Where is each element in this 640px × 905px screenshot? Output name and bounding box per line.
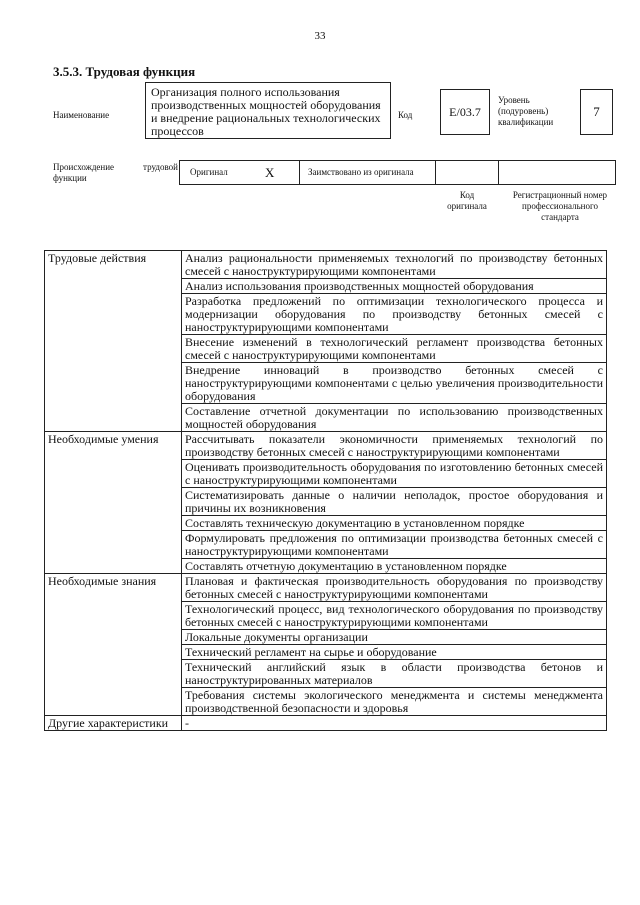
functions-table-body xyxy=(45,251,607,731)
origin-label: Происхождение трудовой функции xyxy=(53,162,178,183)
item-cell: Составление отчетной документации по использованию производственных мощностей оборудования xyxy=(182,404,607,432)
item-cell: Формулировать предложения по оптимизации производства бетонных смесей с наноструктурирующими компонентами xyxy=(182,531,607,559)
origin-divider xyxy=(435,161,436,184)
origin-divider xyxy=(498,161,499,184)
name-label: Наименование xyxy=(53,110,110,120)
category-cell: Необходимые умения xyxy=(45,432,182,574)
item-cell: Внесение изменений в технологический регламент производства бетонных смесей с наноструктурирующими компонентами xyxy=(182,335,607,363)
origin-original-cell xyxy=(180,161,300,184)
item-cell: Внедрение инноваций в производство бетонных смесей с наноструктурирующими компонентами с целью увеличения производительности оборудования xyxy=(182,363,607,404)
item-cell: Составлять техническую документацию в установленном порядке xyxy=(182,516,607,531)
item-cell: Локальные документы организации xyxy=(182,630,607,645)
code-original-label: Код оригинала xyxy=(447,190,487,211)
item-cell: Разработка предложений по оптимизации технологического процесса и модернизации оборудования по производству бетонных смесей с наноструктурирующими компонентами xyxy=(182,294,607,335)
item-cell: - xyxy=(182,716,607,731)
function-code-box: E/03.7 xyxy=(440,89,490,135)
table-row xyxy=(45,574,607,602)
qualification-level-box: 7 xyxy=(580,89,613,135)
category-cell: Другие характеристики xyxy=(45,716,182,731)
origin-borrowed-cell xyxy=(300,161,616,184)
category-cell: Необходимые знания xyxy=(45,574,182,716)
origin-original-label: Оригинал xyxy=(190,167,228,177)
origin-original-mark: X xyxy=(265,165,275,180)
page-number: 33 xyxy=(314,30,326,42)
code-label: Код xyxy=(398,110,413,120)
function-name-box: Организация полного использования производственных мощностей оборудования и внедрение рациональных технологических процессов xyxy=(145,82,391,139)
item-cell: Технический английский язык в области производства бетонов и наноструктурированных материалов xyxy=(182,660,607,688)
table-row xyxy=(45,432,607,460)
registration-number-label: Регистрационный номер профессионального стандарта xyxy=(512,190,608,222)
section-title: 3.5.3. Трудовая функция xyxy=(53,64,196,79)
item-cell: Оценивать производительность оборудования по изготовлению бетонных смесей с наноструктурирующими компонентами xyxy=(182,460,607,488)
category-cell: Трудовые действия xyxy=(45,251,182,432)
origin-row xyxy=(179,160,616,185)
item-cell: Технический регламент на сырье и оборудование xyxy=(182,645,607,660)
level-label: Уровень (подуровень) квалификации xyxy=(498,95,554,127)
item-cell: Составлять отчетную документацию в установленном порядке xyxy=(182,559,607,574)
item-cell: Анализ рациональности применяемых технологий по производству бетонных смесей с наноструктурирующими компонентами xyxy=(182,251,607,279)
item-cell: Требования системы экологического менеджмента и системы менеджмента производственной безопасности и здоровья xyxy=(182,688,607,716)
table-row xyxy=(45,251,607,279)
item-cell: Систематизировать данные о наличии неполадок, простое оборудования и причины их возникновения xyxy=(182,488,607,516)
table-row xyxy=(45,716,607,731)
origin-borrowed-label: Заимствовано из оригинала xyxy=(308,167,414,177)
item-cell: Рассчитывать показатели экономичности применяемых технологий по производству бетонных смесей с наноструктурирующими компонентами xyxy=(182,432,607,460)
item-cell: Технологический процесс, вид технологического оборудования по производству бетонных смесей с наноструктурирующими компонентами xyxy=(182,602,607,630)
item-cell: Анализ использования производственных мощностей оборудования xyxy=(182,279,607,294)
item-cell: Плановая и фактическая производительность оборудования по производству бетонных смесей с наноструктурирующими компонентами xyxy=(182,574,607,602)
functions-table xyxy=(44,250,607,731)
